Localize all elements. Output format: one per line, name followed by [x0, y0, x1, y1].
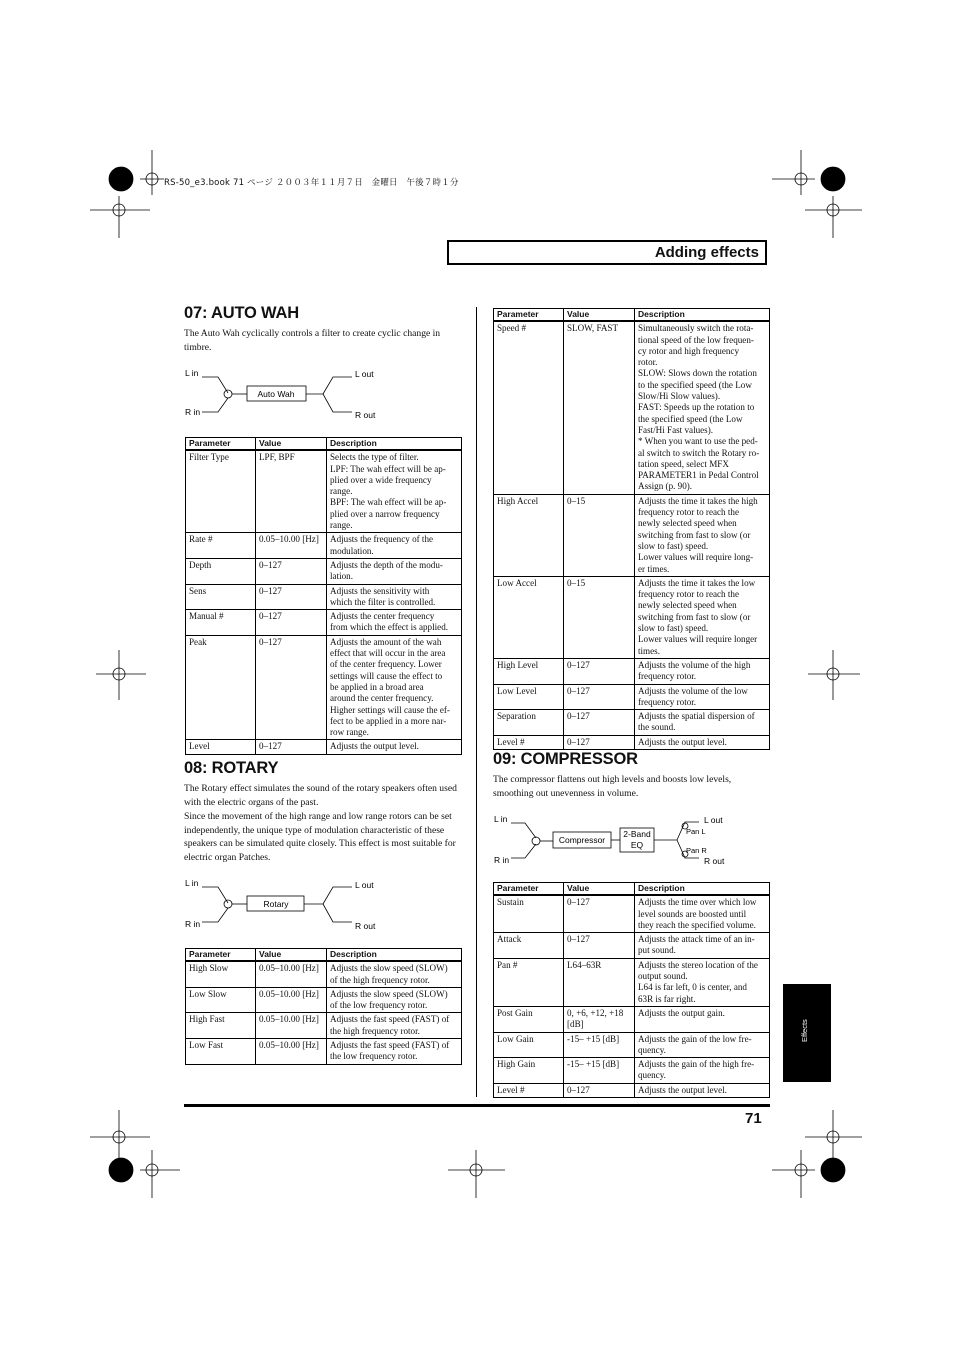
description-cell: Adjusts the amount of the wah effect that will occur in the area of the center frequency. Lower settings will cause the effect to be applied in a broad area around the center frequency. Higher settings will cause the ef- fect to be applied in a more nar- row range. [327, 635, 462, 740]
description-cell: Adjusts the time it takes the high frequency rotor to reach the newly selected speed when switching from fast to slow (or slow to fast) speed. Lower values will require long- er times. [635, 494, 770, 576]
rotary-table-2 [493, 308, 770, 750]
diagram-block: Rotary [263, 899, 289, 909]
param-cell: High Slow [186, 961, 256, 987]
col-parameter: Parameter [494, 883, 564, 896]
auto-wah-title: 07: AUTO WAH [184, 304, 299, 322]
col-description: Description [327, 438, 462, 451]
description-cell: Adjusts the output level. [635, 1083, 770, 1097]
table-row [494, 735, 770, 749]
param-cell: Level # [494, 1083, 564, 1097]
table-row [186, 635, 462, 740]
diagram-l-out: L out [704, 815, 723, 825]
description-cell: Adjusts the volume of the high frequency rotor. [635, 658, 770, 684]
param-cell: Attack [494, 933, 564, 959]
param-cell: Post Gain [494, 1006, 564, 1032]
description-cell: Adjusts the volume of the low frequency rotor. [635, 684, 770, 710]
diagram-block: Auto Wah [257, 389, 295, 399]
print-info: RS-50_e3.book 71 ページ ２００３年１１月７日 金曜日 午後７時１分 [164, 178, 459, 188]
param-cell: Sens [186, 584, 256, 610]
value-cell: 0.05–10.00 [Hz] [256, 533, 327, 559]
table-row [186, 610, 462, 636]
footer-rule [184, 1104, 770, 1107]
table-row [186, 1039, 462, 1065]
table-row [186, 961, 462, 987]
diagram-eq-1: 2-Band [623, 829, 651, 839]
value-cell: L64–63R [564, 958, 635, 1006]
description-cell: Adjusts the depth of the modu- lation. [327, 558, 462, 584]
param-cell: Low Fast [186, 1039, 256, 1065]
diagram-pan-l: Pan L [686, 827, 706, 836]
table-row [186, 987, 462, 1013]
description-cell: Adjusts the stereo location of the output sound. L64 is far left, 0 is center, and 63R is far right. [635, 958, 770, 1006]
param-cell: Low Gain [494, 1032, 564, 1058]
table-row [186, 584, 462, 610]
description-cell: Adjusts the gain of the high fre- quency. [635, 1058, 770, 1084]
table-row [186, 533, 462, 559]
compressor-table [493, 882, 770, 1098]
param-cell: Sustain [494, 895, 564, 932]
diagram-compressor: Compressor [558, 835, 606, 845]
param-cell: Separation [494, 710, 564, 736]
table-row [494, 1032, 770, 1058]
auto-wah-intro: The Auto Wah cyclically controls a filter to create cyclic change in timbre. [184, 328, 441, 353]
header-title: Adding effects [654, 244, 759, 261]
table-row [494, 658, 770, 684]
param-cell: Low Level [494, 684, 564, 710]
col-description: Description [327, 949, 462, 962]
description-cell: Adjusts the center frequency from which the effect is applied. [327, 610, 462, 636]
diagram-r-in: R in [494, 855, 510, 865]
param-cell: Rate # [186, 533, 256, 559]
table-row [494, 576, 770, 658]
param-cell: High Accel [494, 494, 564, 576]
description-cell: Selects the type of filter. LPF: The wah effect will be ap- plied over a wide frequency range. BPF: The wah effect will be ap- plied over a narrow frequency range. [327, 450, 462, 533]
value-cell: 0–127 [256, 740, 327, 754]
compressor-diagram [489, 808, 739, 870]
auto-wah-table [185, 437, 462, 755]
column-divider [476, 307, 477, 1097]
table-row [186, 1013, 462, 1039]
table-row [186, 558, 462, 584]
description-cell: Adjusts the slow speed (SLOW) of the high frequency rotor. [327, 961, 462, 987]
table-row [186, 740, 462, 754]
col-value: Value [564, 883, 635, 896]
side-tab [783, 984, 831, 1082]
col-value: Value [564, 309, 635, 322]
col-description: Description [635, 883, 770, 896]
value-cell: 0–127 [564, 1083, 635, 1097]
param-cell: High Gain [494, 1058, 564, 1084]
description-cell: Adjusts the sensitivity with which the filter is controlled. [327, 584, 462, 610]
param-cell: Level [186, 740, 256, 754]
value-cell: 0.05–10.00 [Hz] [256, 961, 327, 987]
table-row [186, 450, 462, 533]
rotary-intro-2: Since the movement of the high range and low range rotors can be set independently, the unique type of modulation characteristic of these speakers can be simulated quite closely. This effect is most suitable for electric organ Patches. [184, 811, 456, 863]
description-cell: Adjusts the spatial dispersion of the sound. [635, 710, 770, 736]
col-parameter: Parameter [186, 949, 256, 962]
rotary-diagram [180, 874, 400, 932]
diagram-r-in: R in [185, 407, 201, 417]
col-parameter: Parameter [186, 438, 256, 451]
param-cell: Filter Type [186, 450, 256, 533]
param-cell: Low Accel [494, 576, 564, 658]
rotary-table-1 [185, 948, 462, 1065]
value-cell: 0–127 [256, 558, 327, 584]
value-cell: 0.05–10.00 [Hz] [256, 1039, 327, 1065]
param-cell: High Fast [186, 1013, 256, 1039]
param-cell: Pan # [494, 958, 564, 1006]
table-row [494, 895, 770, 932]
compressor-intro: The compressor flattens out high levels and boosts low levels, smoothing out unevenness in volume. [493, 774, 732, 799]
description-cell: Adjusts the time over which low level sounds are boosted until they reach the specified volume. [635, 895, 770, 932]
value-cell: 0–127 [256, 610, 327, 636]
description-cell: Adjusts the fast speed (FAST) of the low frequency rotor. [327, 1039, 462, 1065]
value-cell: 0–127 [256, 635, 327, 740]
value-cell: 0–127 [564, 710, 635, 736]
table-row [494, 321, 770, 494]
description-cell: Adjusts the output level. [327, 740, 462, 754]
value-cell: 0–127 [564, 658, 635, 684]
value-cell: 0–127 [564, 684, 635, 710]
diagram-r-out: R out [355, 921, 376, 931]
auto-wah-diagram [180, 364, 400, 422]
description-cell: Simultaneously switch the rota- tional speed of the low frequen- cy rotor and high frequency rotor. SLOW: Slows down the rotation to the specified speed (the Low Slow/Hi Slow values). FAST: Speeds up the rotation to the specified speed (the Low Fast/Hi Fast values). * When you want to use the ped- al switch to switch the Rotary ro- tation speed, select MFX PARAMETER1 in Pedal Control Assign (p. 90). [635, 321, 770, 494]
description-cell: Adjusts the output gain. [635, 1006, 770, 1032]
param-cell: Manual # [186, 610, 256, 636]
value-cell: -15– +15 [dB] [564, 1058, 635, 1084]
value-cell: 0–15 [564, 576, 635, 658]
param-cell: High Level [494, 658, 564, 684]
param-cell: Peak [186, 635, 256, 740]
section-header [447, 240, 767, 265]
diagram-r-out: R out [704, 856, 725, 866]
value-cell: 0–15 [564, 494, 635, 576]
param-cell: Level # [494, 735, 564, 749]
value-cell: 0.05–10.00 [Hz] [256, 987, 327, 1013]
value-cell: 0–127 [256, 584, 327, 610]
description-cell: Adjusts the attack time of an in- put sound. [635, 933, 770, 959]
diagram-l-out: L out [355, 880, 374, 890]
rotary-title: 08: ROTARY [184, 759, 279, 777]
col-parameter: Parameter [494, 309, 564, 322]
rotary-intro-1: The Rotary effect simulates the sound of the rotary speakers often used with the electric organs of the past. [184, 783, 457, 808]
col-value: Value [256, 438, 327, 451]
value-cell: 0–127 [564, 735, 635, 749]
page-number: 71 [745, 1110, 762, 1127]
table-row [494, 710, 770, 736]
value-cell: 0–127 [564, 895, 635, 932]
param-cell: Depth [186, 558, 256, 584]
diagram-l-in: L in [494, 814, 508, 824]
side-tab-label: Effects [800, 1019, 809, 1042]
param-cell: Speed # [494, 321, 564, 494]
value-cell: 0, +6, +12, +18 [dB] [564, 1006, 635, 1032]
diagram-l-in: L in [185, 368, 199, 378]
description-cell: Adjusts the frequency of the modulation. [327, 533, 462, 559]
diagram-pan-r: Pan R [686, 846, 707, 855]
table-row [494, 933, 770, 959]
value-cell: 0.05–10.00 [Hz] [256, 1013, 327, 1039]
description-cell: Adjusts the fast speed (FAST) of the high frequency rotor. [327, 1013, 462, 1039]
diagram-r-out: R out [355, 410, 376, 420]
col-description: Description [635, 309, 770, 322]
value-cell: -15– +15 [dB] [564, 1032, 635, 1058]
description-cell: Adjusts the gain of the low fre- quency. [635, 1032, 770, 1058]
table-row [494, 1083, 770, 1097]
table-row [494, 684, 770, 710]
table-row [494, 958, 770, 1006]
table-row [494, 494, 770, 576]
value-cell: SLOW, FAST [564, 321, 635, 494]
diagram-eq-2: EQ [630, 840, 644, 850]
diagram-l-in: L in [185, 878, 199, 888]
table-row [494, 1058, 770, 1084]
compressor-title: 09: COMPRESSOR [493, 750, 638, 768]
table-row [494, 1006, 770, 1032]
param-cell: Low Slow [186, 987, 256, 1013]
description-cell: Adjusts the time it takes the low frequency rotor to reach the newly selected speed when switching from fast to slow (or slow to fast) speed. Lower values will require longer times. [635, 576, 770, 658]
diagram-r-in: R in [185, 919, 201, 929]
value-cell: 0–127 [564, 933, 635, 959]
diagram-l-out: L out [355, 369, 374, 379]
description-cell: Adjusts the output level. [635, 735, 770, 749]
description-cell: Adjusts the slow speed (SLOW) of the low frequency rotor. [327, 987, 462, 1013]
col-value: Value [256, 949, 327, 962]
value-cell: LPF, BPF [256, 450, 327, 533]
